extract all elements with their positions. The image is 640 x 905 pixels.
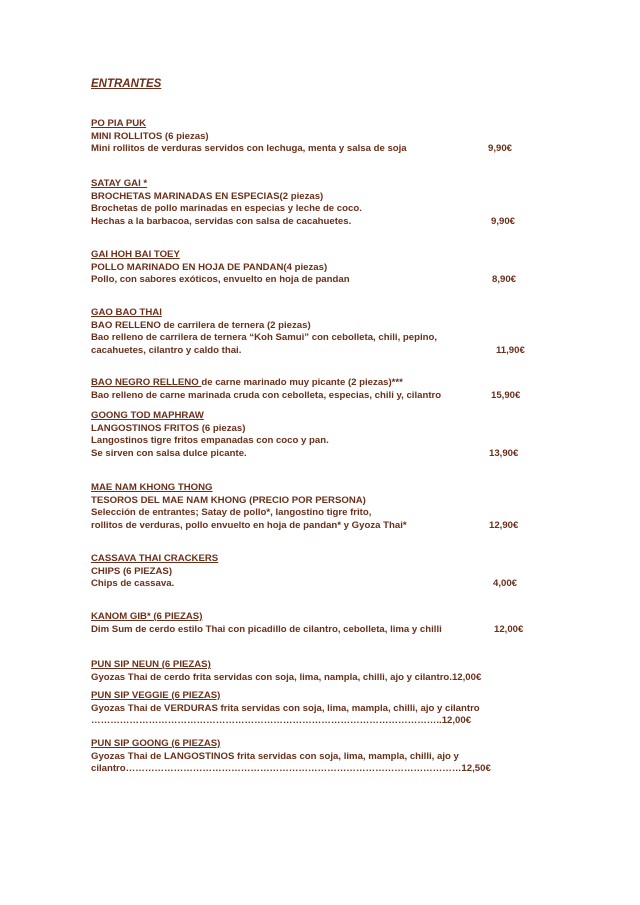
menu-item-name: MAE NAM KHONG THONG xyxy=(91,482,213,493)
menu-item-name: PUN SIP NEUN (6 PIEZAS) xyxy=(91,659,211,670)
menu-item-description-line: Chips de cassava. 4,00€ xyxy=(91,578,518,590)
menu-item xyxy=(91,690,541,728)
menu-item-name: BAO NEGRO RELLENO xyxy=(91,377,202,388)
menu-item-description-line: MINI ROLLITOS (6 piezas) xyxy=(91,130,209,142)
menu-item-price: 9,90€ xyxy=(491,215,516,227)
menu-item-description-line: POLLO MARINADO EN HOJA DE PANDAN(4 piezas) xyxy=(91,261,328,273)
menu-item-title-line xyxy=(91,553,541,566)
menu-item-description-line: Gyozas Thai de cerdo frita servidas con soja, lima, nampla, chilli, ajo y cilantro.12,00€ xyxy=(91,671,482,683)
menu-item-description-line: Bao relleno de carrilera de ternera “Koh Samui” con cebolleta, chili, pepino, xyxy=(91,332,438,344)
menu-item-description-line: ………………………………………………………………………………………………..12,00€ xyxy=(91,715,472,727)
menu-item-price: 11,90€ xyxy=(496,344,525,356)
menu-item-description-line: Hechas a la barbacoa, servidas con salsa de cacahuetes. 9,90€ xyxy=(91,215,516,227)
menu-item-title-line xyxy=(91,482,541,495)
section-title: ENTRANTES xyxy=(91,78,162,90)
menu-item-description-line: Se sirven con salsa dulce picante. 13,90€ xyxy=(91,447,519,459)
menu-item-description-line: Gyozas Thai de LANGOSTINOS frita servidas con soja, lima, mampla, chilli, ajo y xyxy=(91,750,459,762)
menu-item-description-line: Gyozas Thai de VERDURAS frita servidas con soja, lima, mampla, chilli, ajo y cilantro xyxy=(91,702,480,714)
menu-item-name: GOONG TOD MAPHRAW xyxy=(91,410,204,421)
menu-item-title-line xyxy=(91,377,541,390)
menu-item-title-line xyxy=(91,178,541,191)
menu-item-title-line xyxy=(91,249,541,262)
menu-item-title-line xyxy=(91,611,541,624)
menu-item-name-suffix: de carne marinado muy picante (2 piezas)*** xyxy=(201,377,403,388)
menu-item xyxy=(91,377,541,402)
menu-item xyxy=(91,482,541,532)
menu-item-price: 9,90€ xyxy=(488,143,513,155)
menu-item-name: PUN SIP VEGGIE (6 PIEZAS) xyxy=(91,690,221,701)
menu-item-price: 8,90€ xyxy=(492,274,517,286)
menu-item-title-line xyxy=(91,659,541,672)
menu-item-title-line xyxy=(91,118,541,131)
menu-item-price: 12,90€ xyxy=(489,519,519,531)
menu-item-description-line: cilantro……………………………………………………………………………………………12,50€ xyxy=(91,763,491,775)
menu-item-name: PO PIA PUK xyxy=(91,118,147,129)
menu-item xyxy=(91,659,541,684)
menu-item-description-line: CHIPS (6 PIEZAS) xyxy=(91,565,173,577)
menu-item-name: KANOM GIB* (6 PIEZAS) xyxy=(91,611,203,622)
menu-item xyxy=(91,178,541,228)
menu-item-price: 13,90€ xyxy=(489,447,519,459)
menu-item xyxy=(91,611,541,636)
menu-item-description-line: Brochetas de pollo marinadas en especias y leche de coco. xyxy=(91,203,362,215)
menu-item-name: GAO BAO THAI xyxy=(91,307,162,318)
menu-item-title-line xyxy=(91,307,541,320)
menu-item-name: CASSAVA THAI CRACKERS xyxy=(91,553,219,564)
menu-item-name: PUN SIP GOONG (6 PIEZAS) xyxy=(91,738,221,749)
menu-item-description-line: TESOROS DEL MAE NAM KHONG (PRECIO POR PERSONA) xyxy=(91,494,366,506)
menu-item-price: 15,90€ xyxy=(491,389,521,401)
menu-item-title-line xyxy=(91,690,541,703)
menu-item-description-line: Dim Sum de cerdo estilo Thai con picadillo de cilantro, cebolleta, lima y chilli 12,00€ xyxy=(91,623,524,635)
menu-item-name: GAI HOH BAI TOEY xyxy=(91,249,180,260)
menu-item xyxy=(91,410,541,460)
menu-item-description-line: Bao relleno de carne marinada cruda con cebolleta, especias, chili y, cilantro 15,90€ xyxy=(91,389,521,401)
menu-item xyxy=(91,118,541,156)
menu-item-name: SATAY GAI * xyxy=(91,178,148,189)
menu-item xyxy=(91,738,541,776)
menu-item-price: 4,00€ xyxy=(493,578,518,590)
menu-item xyxy=(91,307,541,357)
menu-item-description-line: Mini rollitos de verduras servidos con lechuga, menta y salsa de soja 9,90€ xyxy=(91,143,513,155)
menu-item-description-line: rollitos de verduras, pollo envuelto en hoja de pandan* y Gyoza Thai* 12,90€ xyxy=(91,519,519,531)
menu-item-description-line: BROCHETAS MARINADAS EN ESPECIAS(2 piezas) xyxy=(91,190,324,202)
menu-item xyxy=(91,249,541,287)
menu-item-description-line: LANGOSTINOS FRITOS (6 piezas) xyxy=(91,422,246,434)
menu-item-description-line: Selección de entrantes; Satay de pollo*, langostino tigre frito, xyxy=(91,507,372,519)
menu-item-title-line xyxy=(91,410,541,423)
menu-item-price: 12,00€ xyxy=(494,623,524,635)
menu-item-description-line: BAO RELLENO de carrilera de ternera (2 piezas) xyxy=(91,319,311,331)
menu-item xyxy=(91,553,541,591)
menu-item-title-line xyxy=(91,738,541,751)
menu-item-description-line: Pollo, con sabores exóticos, envuelto en hoja de pandan 8,90€ xyxy=(91,274,517,286)
menu-item-description-line: Langostinos tigre fritos empanadas con coco y pan. xyxy=(91,435,329,447)
menu-item-description-line: cacahuetes, cilantro y caldo thai. 11,90€ xyxy=(91,344,525,356)
